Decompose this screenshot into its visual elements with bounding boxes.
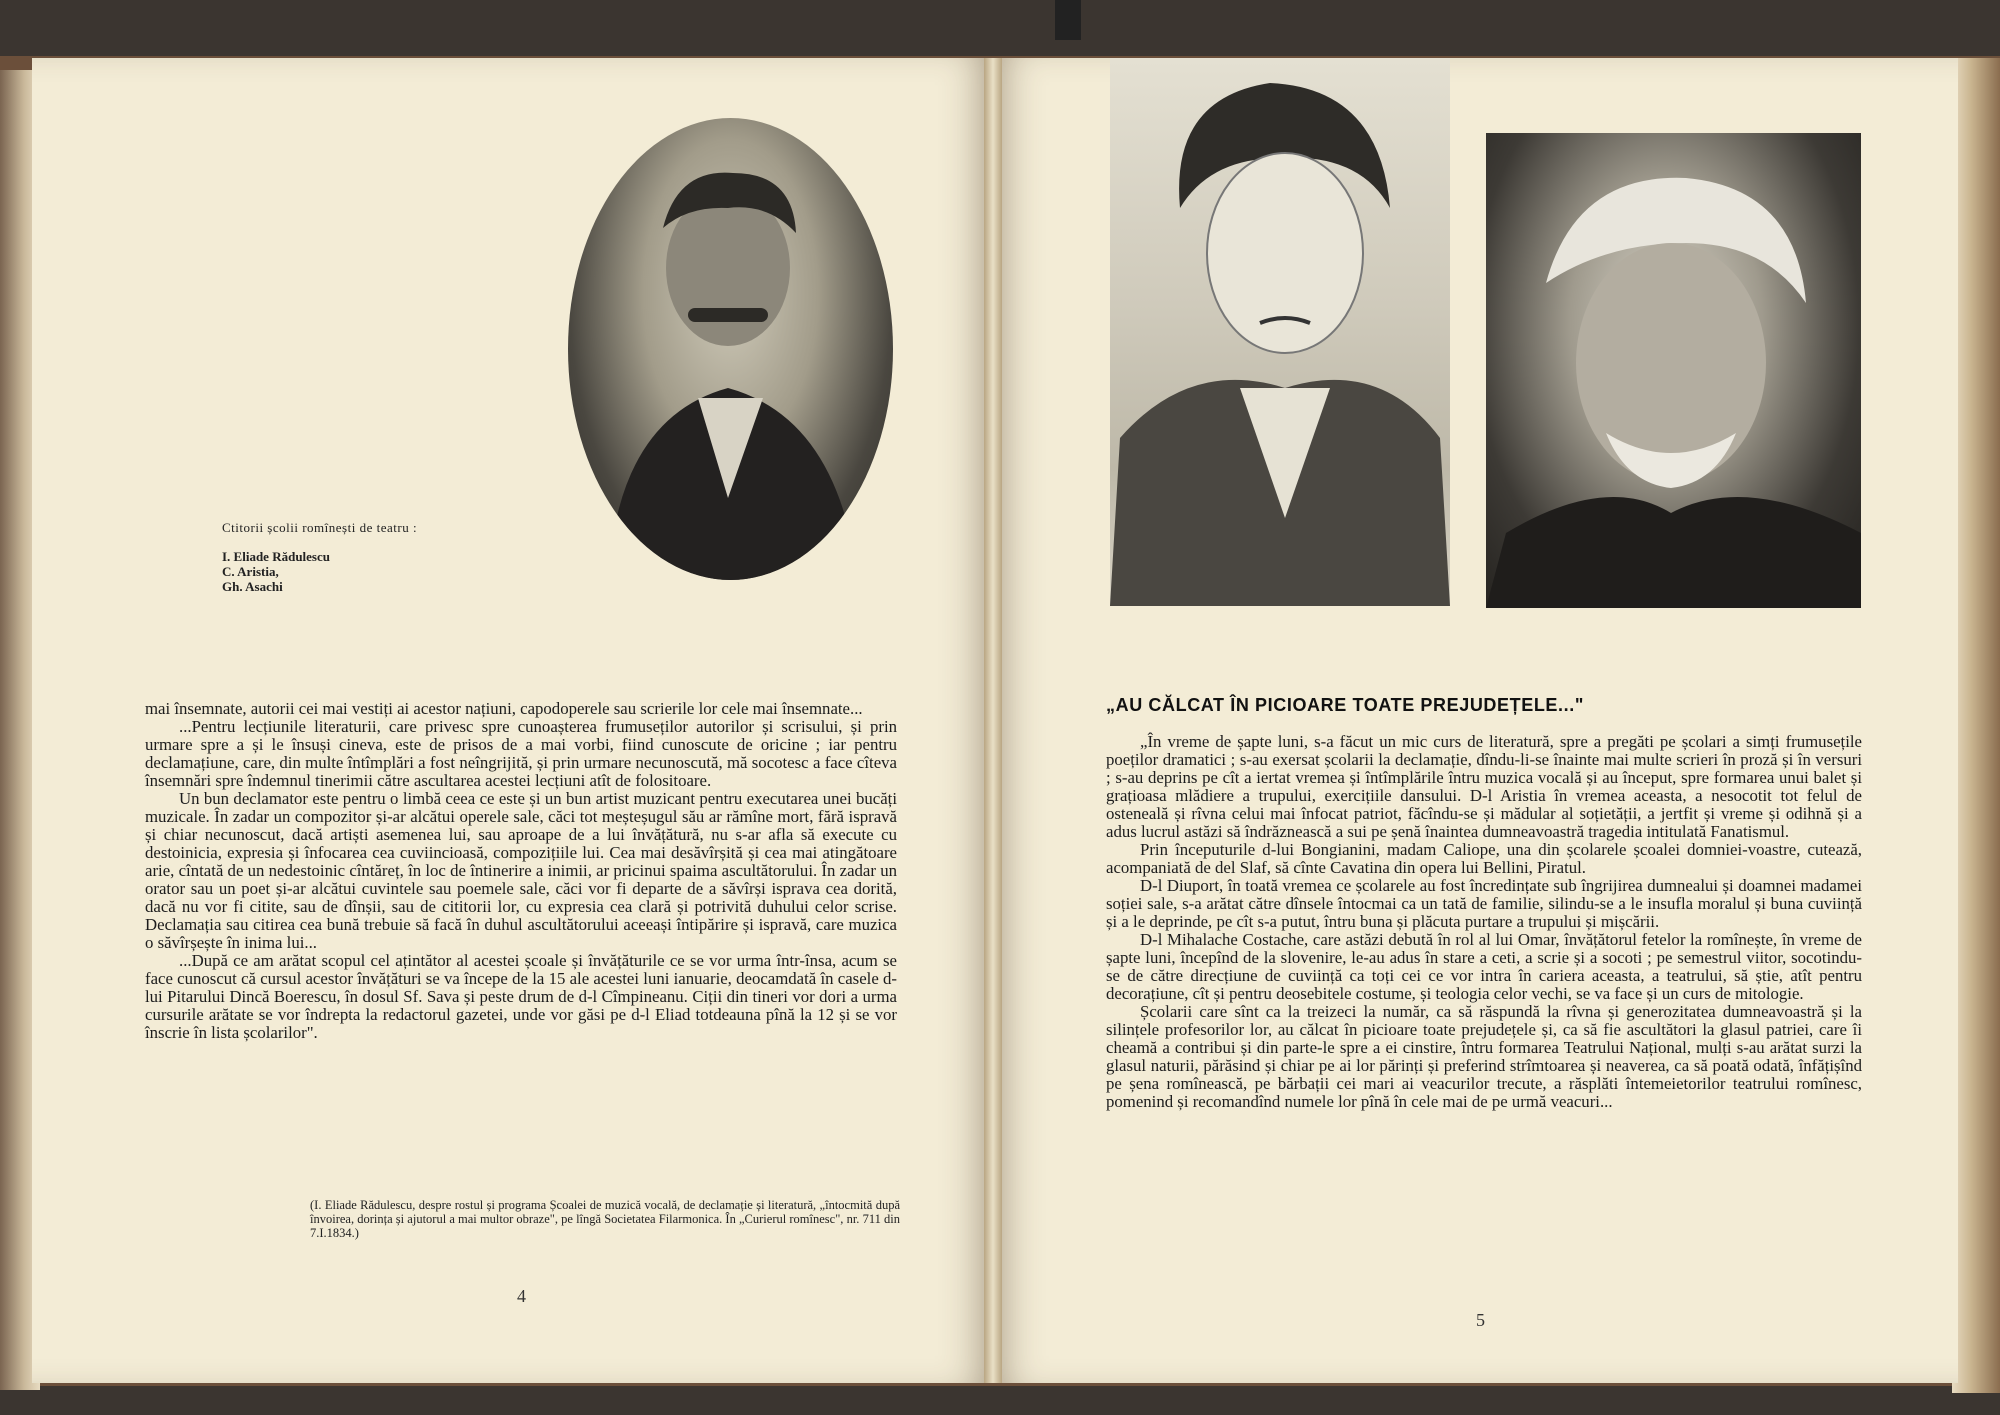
paragraph: ...Pentru lecțiunile literaturii, care privesc spre cunoașterea frumuseților autorilor și scrisului, și prin urmare spre a și le însuși cineva, este de prisos de a mai vorbi, fiind cunoscute de oricine ; iar pentru declamațiune, care, din multe întîmplări a fost neîngrijită, și prin urmare necunoscută, mă socotesc a face cîteva însemnări spre îndemnul tinerimii către ascultarea acestei lecțiuni atît de folositoare.	[145, 717, 897, 790]
paragraph: D-l Mihalache Costache, care astăzi debută în rol al lui Omar, învățătorul fetelor la romînește, în vreme de șapte luni, începînd de la slovenire, le-au adus în stare a ceti, a scrie și a socoti ; pe semestrul viitor, socotindu-se de către direcțiune de cuviință ca toți cei ce vor intra în cariera aceasta, a teatrului, să știe, atît pentru decorațiune, cît și pentru deosebitele costume, și teologia celor vechi, se va face și un curs de mitologie.	[1106, 930, 1862, 1003]
caption-name: C. Aristia,	[222, 564, 279, 579]
portrait-c-aristia-sketch	[1110, 58, 1450, 606]
portrait-figure-icon	[568, 118, 893, 580]
sketch-figure-icon	[1110, 58, 1450, 606]
bookmark-tab	[1055, 0, 1081, 40]
caption-label: Ctitorii școlii romînești de teatru :	[222, 520, 418, 535]
paragraph: ...După ce am arătat scopul cel ațintător al acestei școale și învățăturile ce se vor urma într-însa, acum se face cunoscut că cursul acestor învățături se va începe de la 15 ale acestei luni ianuarie, deocamdată în casele d-lui Pitarului Dincă Boerescu, în dosul Sf. Sava și peste drum de d-l Cîmpineanu. Ciții din tineri vor dori a urma cursurile arătate se vor îndrepta la redactorul gazetei, unde vor găsi pe d-l Eliad totdeauna pînă la 12 și se vor înscrie în lista școlarilor".	[145, 951, 897, 1042]
caption-name: I. Eliade Rădulescu	[222, 549, 330, 564]
paragraph: mai însemnate, autorii cei mai vestiți ai acestor națiuni, capodoperele sau scrierile lor cele mai însemnate...	[145, 699, 863, 718]
left-page-body	[145, 700, 897, 1042]
paragraph: Prin începuturile d-lui Bongianini, madam Caliope, una din școlarele școalei domniei-voastre, cutează, acompaniată de del Slaf, să cînte Cavatina din opera lui Bellini, Piratul.	[1106, 840, 1862, 877]
portrait-figure-icon	[1486, 133, 1861, 608]
paragraph: Un bun declamator este pentru o limbă ceea ce este și un bun artist muzicant pentru executarea unei bucăți muzicale. În zadar un compozitor și-ar alcătui operele sale, căci tot meșteșugul său ar rămîne mort, fără ispravă și chiar necunoscut, dacă artiști asemenea lui, sau aproape de a lui învățătură, nu s-ar afla să execute cu destoinicia, expresia și înfocarea cea cuviincioasă, compozițiile lui. Cea mai desăvîrșită și cea mai atingătoare arie, cîntată de un nedestoinic cîntăreț, în loc de întinerire a inimii, ar pricinui spaima ascultătorului. În zadar un orator sau un poet și-ar alcătui cuvintele sau poemele sale, căci vor fi departe de a săvîrși isprava cea dorită, dacă nu vor fi citite, sau de dînșii, sau de cititorii lor, cu expresia cea clară și potrivită duhului celor scrise. Declamația sau citirea cea bună trebuie să facă în duhul ascultătorului aceeași întipărire și ispravă, care muzica o săvîrșește în inima lui...	[145, 789, 897, 952]
portrait-gh-asachi	[1486, 133, 1861, 608]
book-edge-right	[1952, 58, 2000, 1393]
portrait-eliade-radulescu	[568, 118, 893, 580]
caption-name: Gh. Asachi	[222, 579, 283, 594]
book-spine	[984, 58, 1002, 1383]
paragraph: „În vreme de șapte luni, s-a făcut un mic curs de literatură, spre a pregăti pe școlari a simți frumusețile poeților dramatici ; s-au exersat școlarii la declamație, dîndu-li-se înainte mai multe scrieri în proză și în versuri ; s-au deprins pe cît a iertat vremea și întîmplările întru muzica vocală și au început, spre formarea unui balet și grațioasa mlădiere a trupului, exercițiile dansului. D-l Aristia în vremea aceasta, a nesocotit tot felul de osteneală și rîvna celui mai înfocat patriot, făcîndu-se și mădular al soțietății, a jertfit și vreme și odihnă și a adus lucrul astăzi să îndrăznească a sui pe șenă înaintea dumneavoastră tragedia intitulată Fanatismul.	[1106, 732, 1862, 841]
section-heading: „AU CĂLCAT ÎN PICIOARE TOATE PREJUDEȚELE..."	[1106, 695, 1584, 715]
right-page-body	[1106, 733, 1862, 1111]
source-note: (I. Eliade Rădulescu, despre rostul și programa Școalei de muzică vocală, de declamație și literatură, „întocmită după învoirea, dorința și ajutorul a mai multor obraze", pe lîngă Societatea Filarmonica. În „Curierul romînesc", nr. 711 din 7.I.1834.)	[310, 1198, 900, 1240]
portrait-caption	[222, 520, 417, 594]
paragraph: D-l Diuport, în toată vremea ce școlarele au fost încredințate sub îngrijirea dumnealui și doamnei madamei soției sale, s-a arătat către dînsele întocmai ca un tată de familie, silindu-se a le insufla moralul și buna cuviință și a le deprinde, pe cît s-a putut, întru buna și plăcuta purtare a trupului și mișcării.	[1106, 876, 1862, 931]
page-number: 5	[1476, 1310, 1485, 1330]
paragraph: Școlarii care sînt ca la treizeci la număr, ca să răspundă la rîvna și generozitatea dumneavoastră și la silințele profesorilor lor, au călcat în picioare toate prejudețele și, ca să fie ascultători la glasul patriei, care îi cheamă a contribui și din parte-le spre a ei cinstire, întru formarea Teatrului Național, mulți s-au arătat surzi la glasul naturii, părăsind și chiar pe ai lor părinți și preferind strîmtoarea și neaverea, ca să poată odată, înfățișînd pe șena romînească, pe bărbații cei mari ai veacurilor trecute, a răsplăti întemeietorilor teatrului romînesc, pomenind și recomandînd numele lor pînă în cele mai de pe urmă veacuri...	[1106, 1002, 1862, 1111]
page-number: 4	[517, 1286, 526, 1306]
